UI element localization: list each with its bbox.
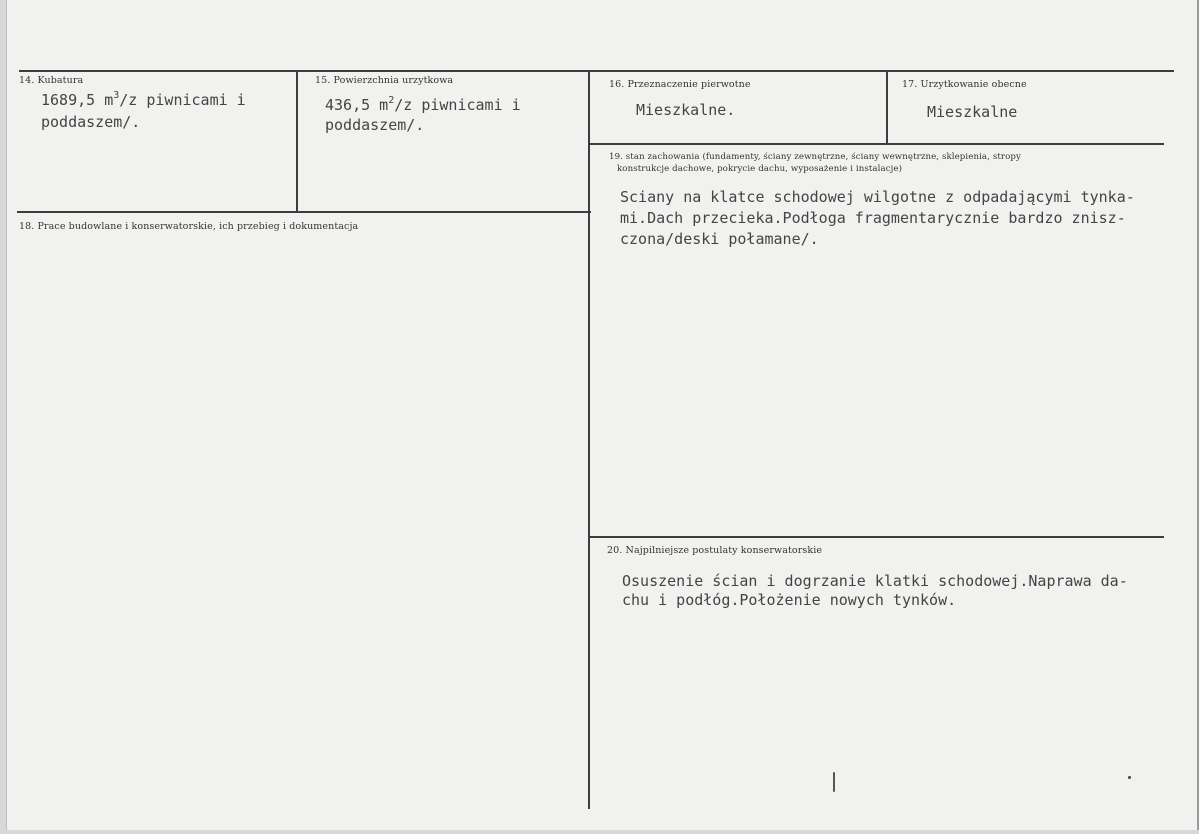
przeznaczenie-value: Mieszkalne. [636,101,736,119]
rule-14-15-bottom [17,211,591,213]
ink-speck [833,772,835,792]
powierzchnia-value-line2: poddaszem/. [325,116,425,134]
record-card [6,0,1199,830]
kubatura-value: 1689,5 $m^3/z$ piwnicami i [41,90,246,109]
powierzchnia-label: 15. Powierzchnia urzytkowa [315,75,454,86]
stan-text-line: czona/deski połamane/. [620,230,819,248]
uzytkowanie-label: 17. Urzytkowanie obecne [902,79,1027,90]
rule-16-17-bottom [589,143,1164,145]
top-rule [19,70,1174,72]
stan-text-line: mi.Dach przecieka.Podłoga fragmentarycznie bardzo znisz- [620,209,1126,227]
divider-14-15 [296,71,298,212]
stan-label-line2: konstrukcje dachowe, pokrycie dachu, wyposażenie i instalacje) [617,164,903,174]
divider-left-right [588,71,590,809]
kubatura-value-line2: poddaszem/. [41,113,141,131]
postulaty-label: 20. Najpilniejsze postulaty konserwatorskie [607,545,823,556]
powierzchnia-value: 436,5 $m^2/z$ piwnicami i [325,95,521,114]
ink-speck [1128,776,1131,779]
postulaty-text-line: Osuszenie ścian i dogrzanie klatki schodowej.Naprawa da- [622,572,1128,590]
divider-16-17 [886,71,888,144]
prace-label: 18. Prace budowlane i konserwatorskie, ich przebieg i dokumentacja [19,221,359,232]
postulaty-text-line: chu i podłóg.Położenie nowych tynków. [622,591,957,609]
stan-text-line: Sciany na klatce schodowej wilgotne z odpadającymi tynka- [620,188,1135,206]
stan-label-line1: 19. stan zachowania (fundamenty, ściany zewnętrzne, ściany wewnętrzne, sklepienia, stropy [609,152,1021,162]
uzytkowanie-value: Mieszkalne [927,103,1018,121]
rule-19-bottom [589,536,1164,538]
przeznaczenie-label: 16. Przeznaczenie pierwotne [609,79,751,90]
kubatura-label: 14. Kubatura [19,75,84,86]
